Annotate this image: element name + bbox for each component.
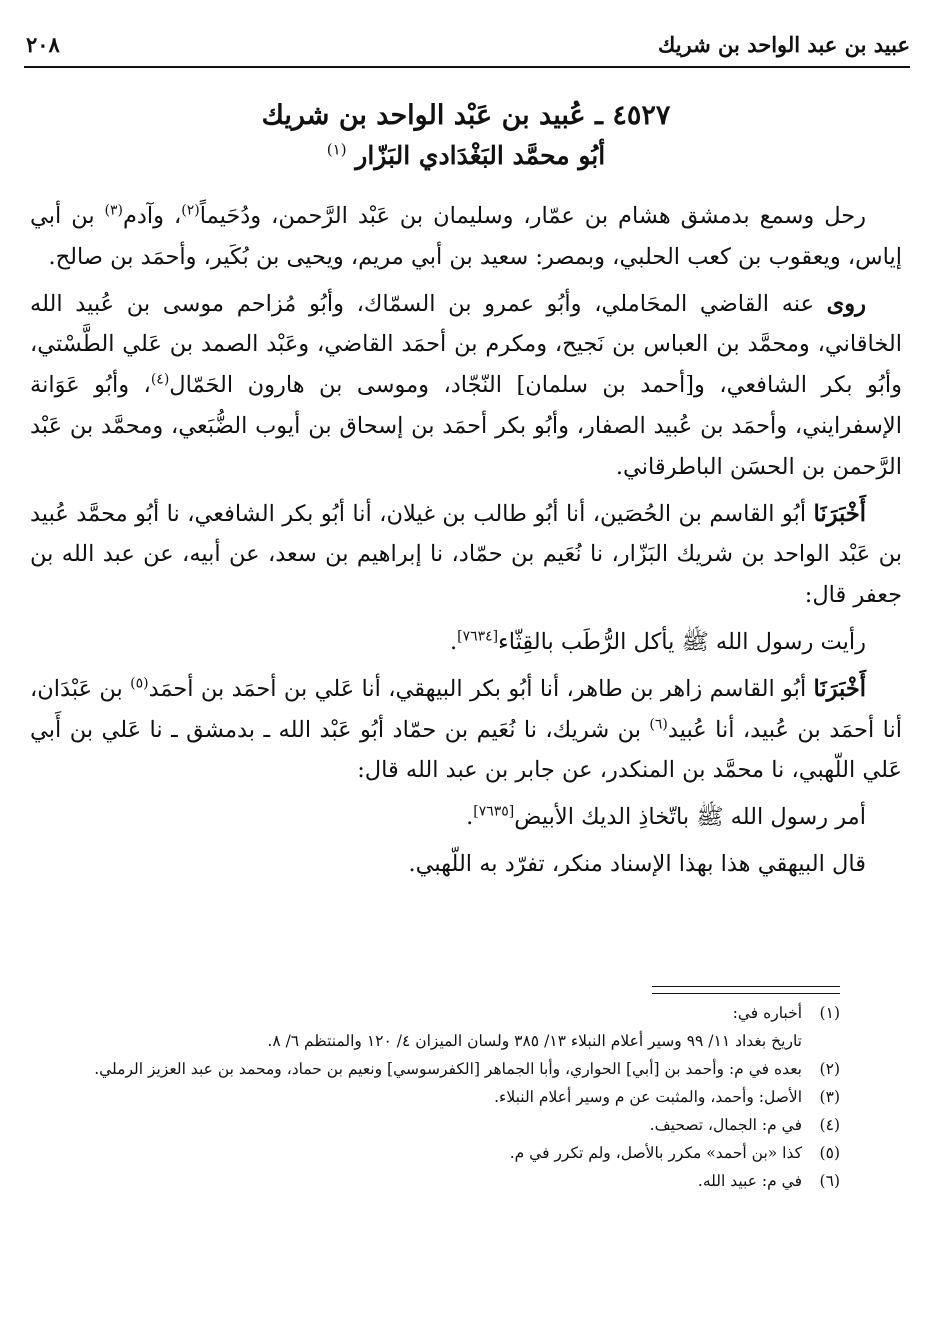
footnote-number: (٥) [819, 1144, 840, 1162]
footnote-ref-5: (٥) [130, 675, 149, 692]
p5-text-a: أبُو القاسم زاهر بن طاهر، أنا أبُو بكر البيهقي، أنا عَلي بن أحمَد بن أحمَد [148, 675, 814, 702]
running-head [24, 30, 910, 68]
footnote-text: كذا «بن أحمد» مكرر بالأصل، ولم تكرر في م. [509, 1144, 802, 1162]
footnote-text: أخباره في: [732, 1004, 802, 1022]
footnote-6 [40, 1168, 840, 1194]
footnote-divider-second [652, 993, 840, 994]
footnote-text: تاريخ بغداد ١١/ ٩٩ وسير أعلام النبلاء ١٣/ ٣٨٥ ولسان الميزان ٤/ ١٢٠ والمنتظم ٦/ ٨. [267, 1032, 802, 1050]
p3-text: أبُو القاسم بن الحُصَين، أنا أبُو طالب بن غيلان، أنا أبُو بكر الشافعي، نا أبُو محمَّد عُبيد بن عَبْد الواحد بن شريك البَزّار، نا نُعَيم بن حمّاد، نا إبراهيم بن سعد، عن أبيه، عن عبد الله بن جعفر قال: [30, 500, 902, 609]
footnote-3 [40, 1084, 840, 1110]
footnote-2 [40, 1056, 840, 1082]
p6-text: أمر رسول الله ﷺ باتّخاذِ الديك الأبيض [514, 804, 866, 831]
footnote-4 [40, 1112, 840, 1138]
p7-text: قال البيهقي هذا بهذا الإسناد منكر، تفرّد به اللّهبي. [408, 850, 866, 877]
hadith-7634 [30, 622, 902, 663]
entry-title: ٤٥٢٧ ـ عُبيد بن عَبْد الواحد بن شريك [261, 100, 671, 131]
p4-text: رأيت رسول الله ﷺ يأكل الرُّطَب بالقِثّاء [498, 628, 866, 655]
p6-end: . [466, 804, 474, 831]
footnote-number: (٣) [819, 1088, 840, 1106]
footnote-text: في م: الجمال، تصحيف. [649, 1116, 802, 1134]
footnote-5 [40, 1140, 840, 1166]
footnote-text: في م: عبيد الله. [697, 1172, 802, 1190]
footnote-number [802, 1028, 840, 1054]
footnote-number: (٤) [819, 1116, 840, 1134]
footnote-1-sources [40, 1028, 840, 1054]
hadith-7635 [30, 797, 902, 838]
main-text [30, 196, 902, 891]
paragraph-bayhaqi-comment [30, 844, 902, 885]
footnote-1 [40, 1000, 840, 1026]
p5-text-c: بن شريك، نا نُعَيم بن حمّاد أبُو عَبْد الله ـ بدمشق ـ نا عَلي بن أَبي عَلي اللّهبي، نا محمَّد بن المنكدر، عن جابر بن عبد الله قال: [30, 716, 902, 784]
footnote-ref-2: (٢) [181, 202, 200, 219]
p1-text-a: رحل وسمع بدمشق هشام بن عمّار، وسليمان بن عَبْد الرَّحمن، ودُحَيماً [199, 203, 867, 229]
p4-end: . [449, 628, 458, 655]
footnote-text: بعده في م: وأحمد بن [أبي] الحواري، وأبا الجماهر [الكفرسوسي] ونعيم بن حماد، ومحمد بن عبد العزيز الرملي. [94, 1060, 802, 1078]
running-head-title: عبيد بن عبد الواحد بن شريك [658, 32, 910, 57]
footnotes [40, 1000, 840, 1196]
footnote-number: (٦) [819, 1172, 840, 1190]
p5-text-b: بن عَبْدَان، أنا أحمَد بن عُبيد، أنا عُبيد [30, 675, 902, 743]
entry-subtitle [60, 141, 872, 170]
p2-text-a: عنه القاضي المحَاملي، وأبُو عمرو بن السمّاك، وأبُو مُزاحم موسى بن عُبيد الله الخاقاني، ومحمَّد بن العباس بن نَجيح، ومكرم بن أحمَد القاضي، وعَبْد الصمد بن عَلي الطَّسْتي، وأبُو بكر الشافعي، و[أحمد بن سلمان] النّجّاد، وموسى بن هارون الحَمّال [30, 290, 902, 399]
p3-lead: أَخْبَرَنَا [813, 500, 866, 527]
p1-text-c: بن أبي إياس، ويعقوب بن كعب الحلبي، وبمصر: سعيد بن أبي مريم، ويحيى بن بُكَير، وأحمَد بن صالح. [30, 203, 902, 270]
hadith-number-7634: [٧٦٣٤] [457, 628, 499, 645]
p2-text-b: ، وأبُو عَوَانة الإسفرايني، وأحمَد بن عُبيد الصفار، وأبُو بكر أحمَد بن إسحاق بن أيوب الضُّبَعي، ومحمَّد بن عَبْد الرَّحمن بن الحسَن الباطرقاني. [30, 372, 902, 480]
p5-lead: أَخْبَرَنَا [813, 675, 866, 702]
page-number: ٢٠٨ [26, 32, 60, 57]
footnote-number: (١) [819, 1004, 840, 1022]
footnote-divider [652, 986, 840, 987]
p1-text-b: ، وآدم [122, 203, 182, 229]
p2-lead: روى [826, 290, 866, 317]
entry-footnote-ref: (١) [326, 140, 347, 159]
paragraph-rihla [30, 196, 902, 278]
footnote-ref-6: (٦) [649, 716, 668, 733]
footnote-ref-3: (٣) [104, 202, 123, 219]
footnote-number: (٢) [819, 1060, 840, 1078]
footnote-text: الأصل: وأحمد، والمثبت عن م وسير أعلام النبلاء. [494, 1088, 802, 1106]
footnote-ref-4: (٤) [150, 371, 170, 388]
paragraph-isnad-2 [30, 669, 902, 791]
paragraph-isnad-1 [30, 494, 902, 616]
entry-kunya: أبُو محمَّد البَغْدَادي البَزّار [355, 141, 606, 170]
paragraph-riwaya [30, 284, 902, 488]
hadith-number-7635: [٧٦٣٥] [473, 803, 515, 820]
